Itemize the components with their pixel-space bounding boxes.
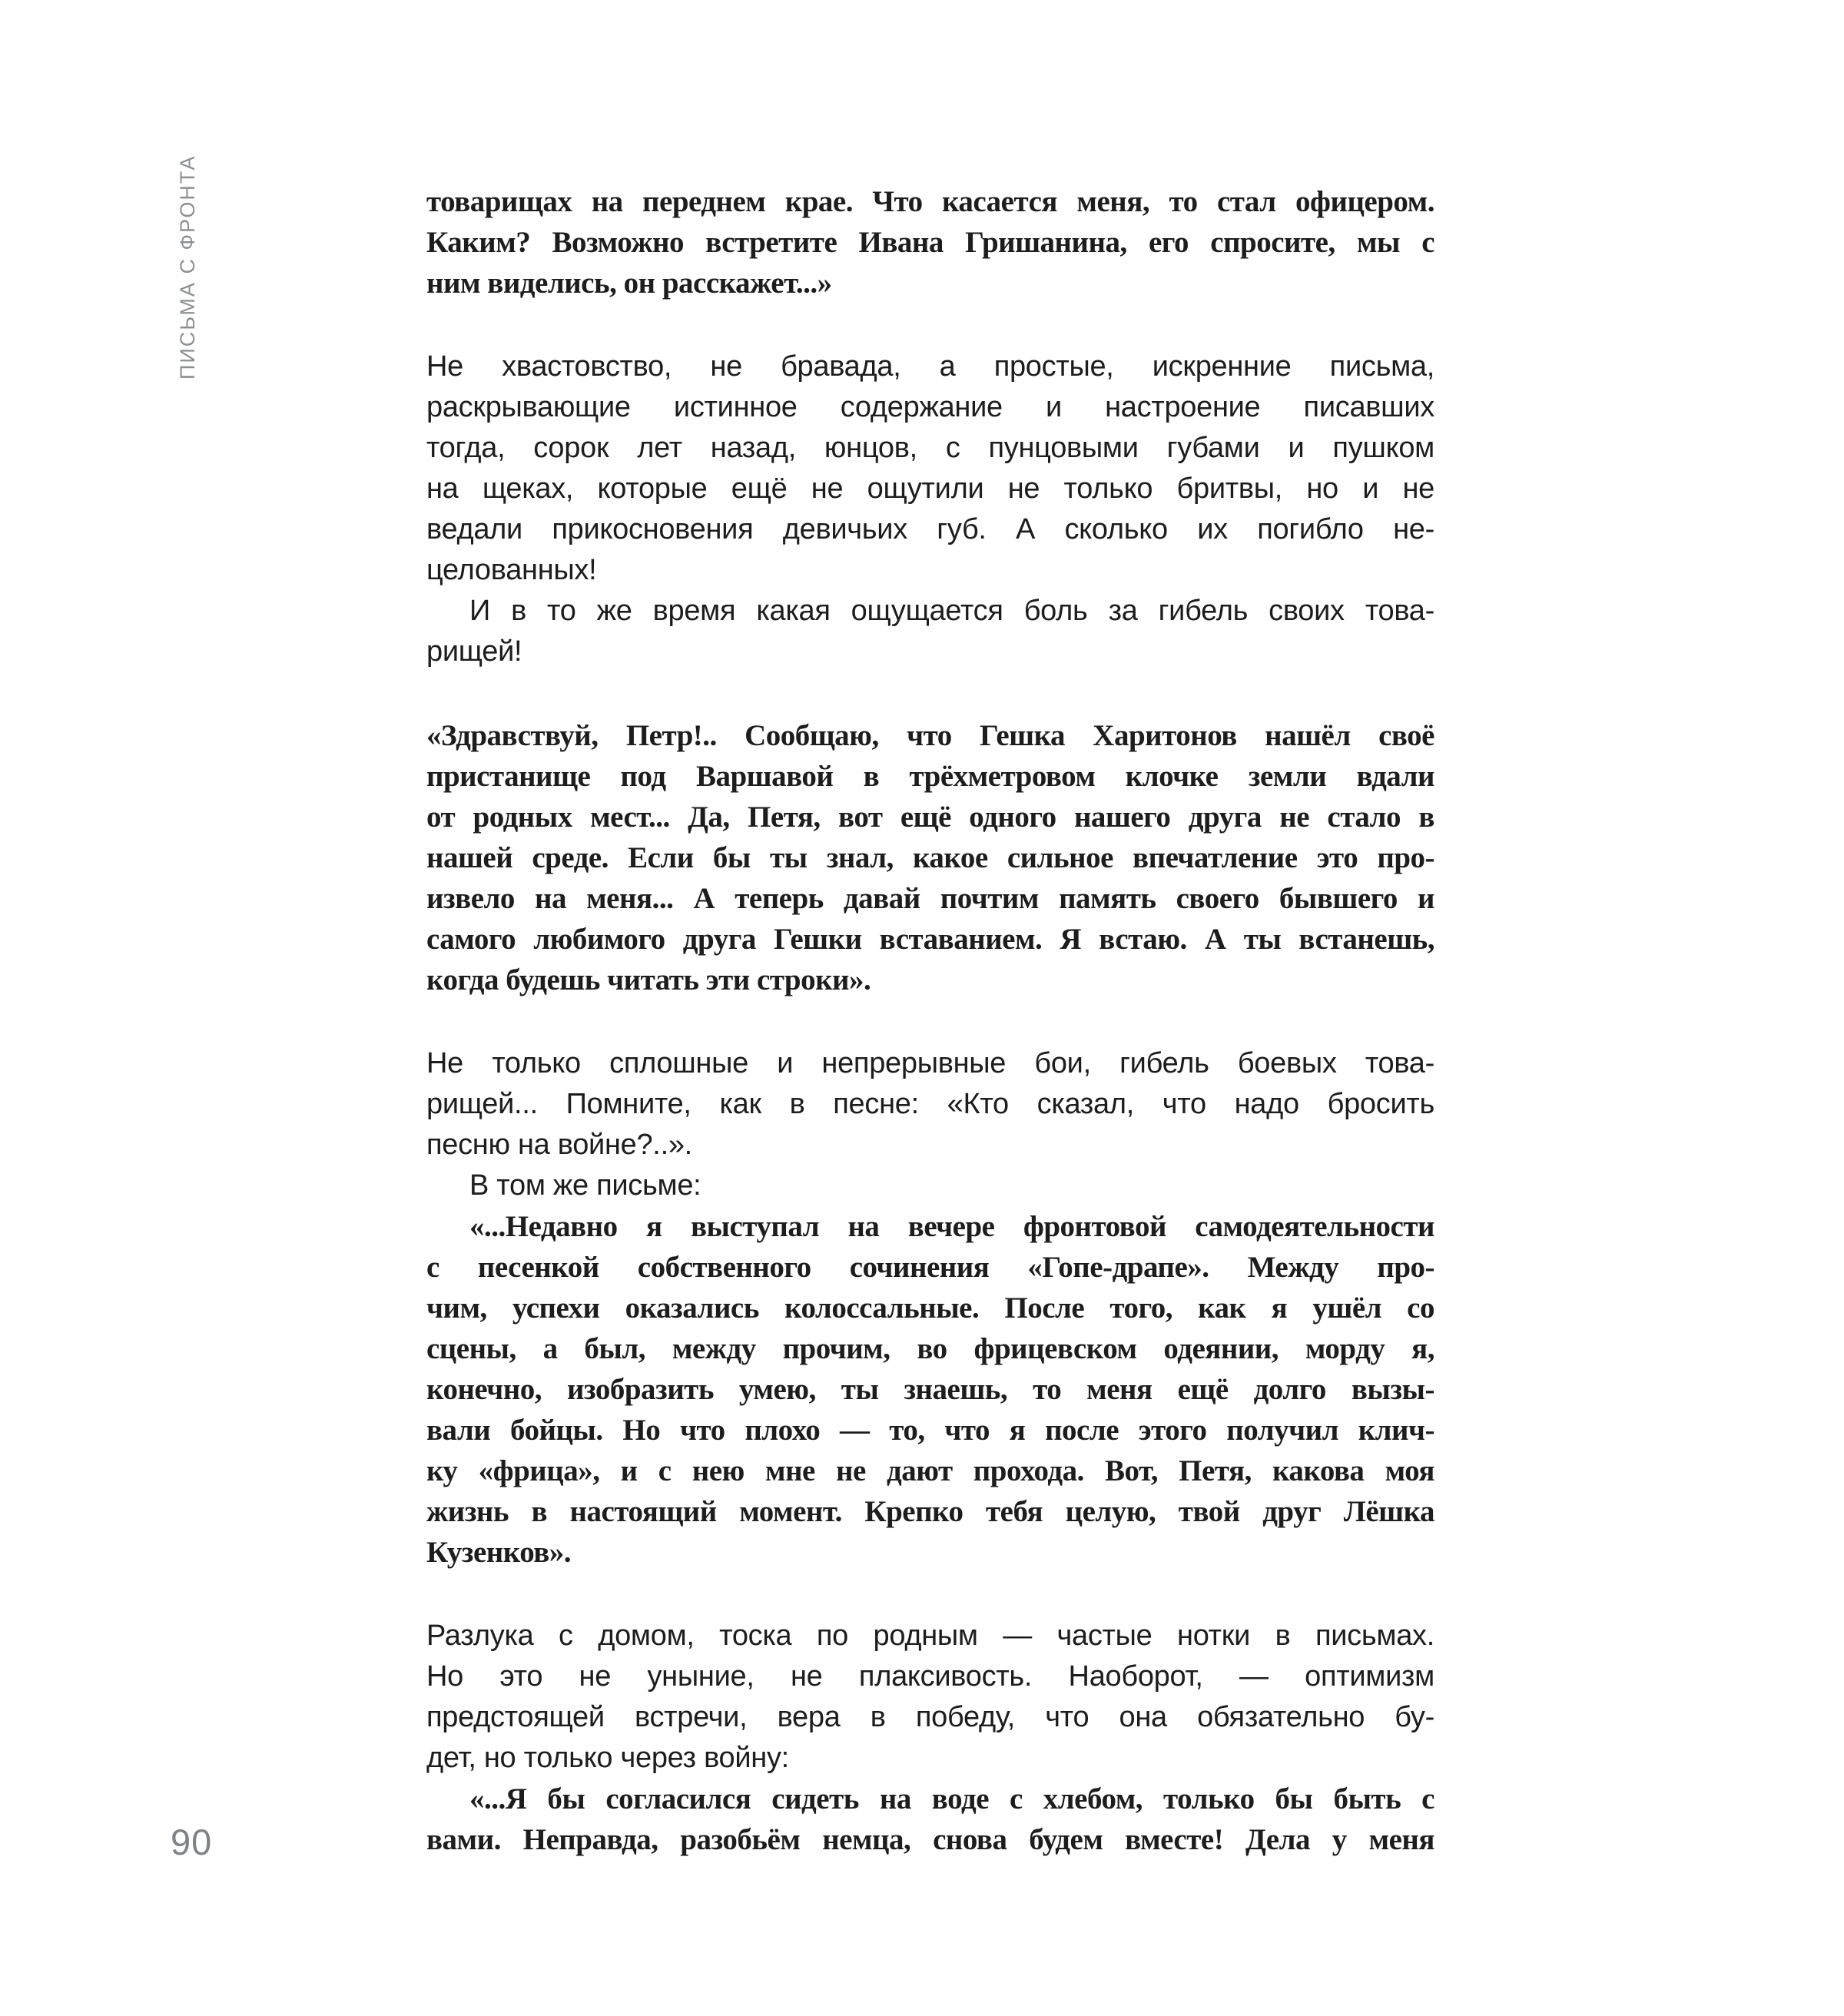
paragraph-letter-quote [426, 715, 1434, 1000]
text-line: жизнь в настоящий момент. Крепко тебя целую, твой друг Лёшка [426, 1495, 1434, 1528]
text-line: рищей! [426, 635, 522, 668]
paragraph-letter-quote [426, 181, 1434, 303]
page-number: 90 [171, 1822, 213, 1862]
text-line: сцены, а был, между прочим, во фрицевском одеянии, морду я, [426, 1332, 1434, 1365]
text-line: от родных мест... Да, Петя, вот ещё одного нашего друга не стало в [426, 801, 1434, 834]
text-line: В том же письме: [469, 1169, 701, 1202]
paragraph-letter-quote [426, 1206, 1434, 1573]
paragraph-narration [426, 591, 1434, 672]
text-line: Кузенков». [426, 1536, 572, 1569]
text-line: тогда, сорок лет назад, юнцов, с пунцовыми губами и пушком [426, 432, 1434, 464]
text-line: песню на войне?..». [426, 1129, 692, 1161]
text-line: вами. Неправда, разобьём немца, снова будем вместе! Дела у меня [426, 1823, 1434, 1856]
paragraph-narration [426, 1166, 1434, 1206]
text-line: конечно, изобразить умею, ты знаешь, то меня ещё долго вызы- [426, 1373, 1434, 1406]
text-line: раскрывающие истинное содержание и настроение писавших [426, 391, 1434, 423]
text-line: ним виделись, он расскажет...» [426, 267, 832, 300]
text-line: ведали прикосновения девичьих губ. А сколько их погибло не- [426, 513, 1434, 545]
text-line: Каким? Возможно встретите Ивана Гришанина, его спросите, мы с [426, 226, 1434, 259]
text-line: Не хвастовство, не бравада, а простые, искренние письма, [426, 350, 1434, 383]
text-line: когда будешь читать эти строки». [426, 963, 871, 996]
text-line: предстоящей встречи, вера в победу, что она обязательно бу- [426, 1701, 1434, 1733]
text-line: Разлука с домом, тоска по родным — частые нотки в письмах. [426, 1620, 1434, 1652]
text-line: целованных! [426, 554, 597, 586]
text-column [426, 181, 1434, 1860]
paragraph-letter-quote [426, 1779, 1434, 1860]
text-line: с песенкой собственного сочинения «Гопе-драпе». Между про- [426, 1251, 1434, 1284]
text-line: рищей... Помните, как в песне: «Кто сказал, что надо бросить [426, 1088, 1434, 1120]
paragraph-narration [426, 1043, 1434, 1166]
text-line: «Здравствуй, Петр!.. Сообщаю, что Гешка Харитонов нашёл своё [426, 719, 1434, 752]
text-line: «...Недавно я выступал на вечере фронтовой самодеятельности [469, 1210, 1434, 1243]
text-line: И в то же время какая ощущается боль за гибель своих това- [469, 595, 1434, 627]
text-line: нашей среде. Если бы ты знал, какое сильное впечатление это про- [426, 841, 1434, 874]
paragraph-narration [426, 1616, 1434, 1779]
text-line: чим, успехи оказались колоссальные. После того, как я ушёл со [426, 1292, 1434, 1325]
text-line: на щеках, которые ещё не ощутили не только бритвы, но и не [426, 472, 1434, 505]
text-line: товарищах на переднем крае. Что касается меня, то стал офицером. [426, 185, 1434, 218]
text-line: Не только сплошные и непрерывные бои, гибель боевых това- [426, 1047, 1434, 1079]
text-line: дет, но только через войну: [426, 1742, 789, 1774]
text-line: вали бойцы. Но что плохо — то, что я после этого получил клич- [426, 1414, 1434, 1447]
text-line: самого любимого друга Гешки вставанием. Я встаю. А ты встанешь, [426, 923, 1434, 956]
paragraph-narration [426, 346, 1434, 591]
text-line: ку «фрица», и с нею мне не дают прохода. Вот, Петя, какова моя [426, 1454, 1434, 1487]
margin-section-label: ПИСЬМА С ФРОНТА [176, 154, 199, 380]
text-line: пристанище под Варшавой в трёхметровом клочке земли вдали [426, 760, 1434, 793]
text-line: «...Я бы согласился сидеть на воде с хлебом, только бы быть с [469, 1782, 1434, 1815]
text-line: извело на меня... А теперь давай почтим память своего бывшего и [426, 882, 1434, 915]
text-line: Но это не уныние, не плаксивость. Наоборот, — оптимизм [426, 1660, 1434, 1693]
